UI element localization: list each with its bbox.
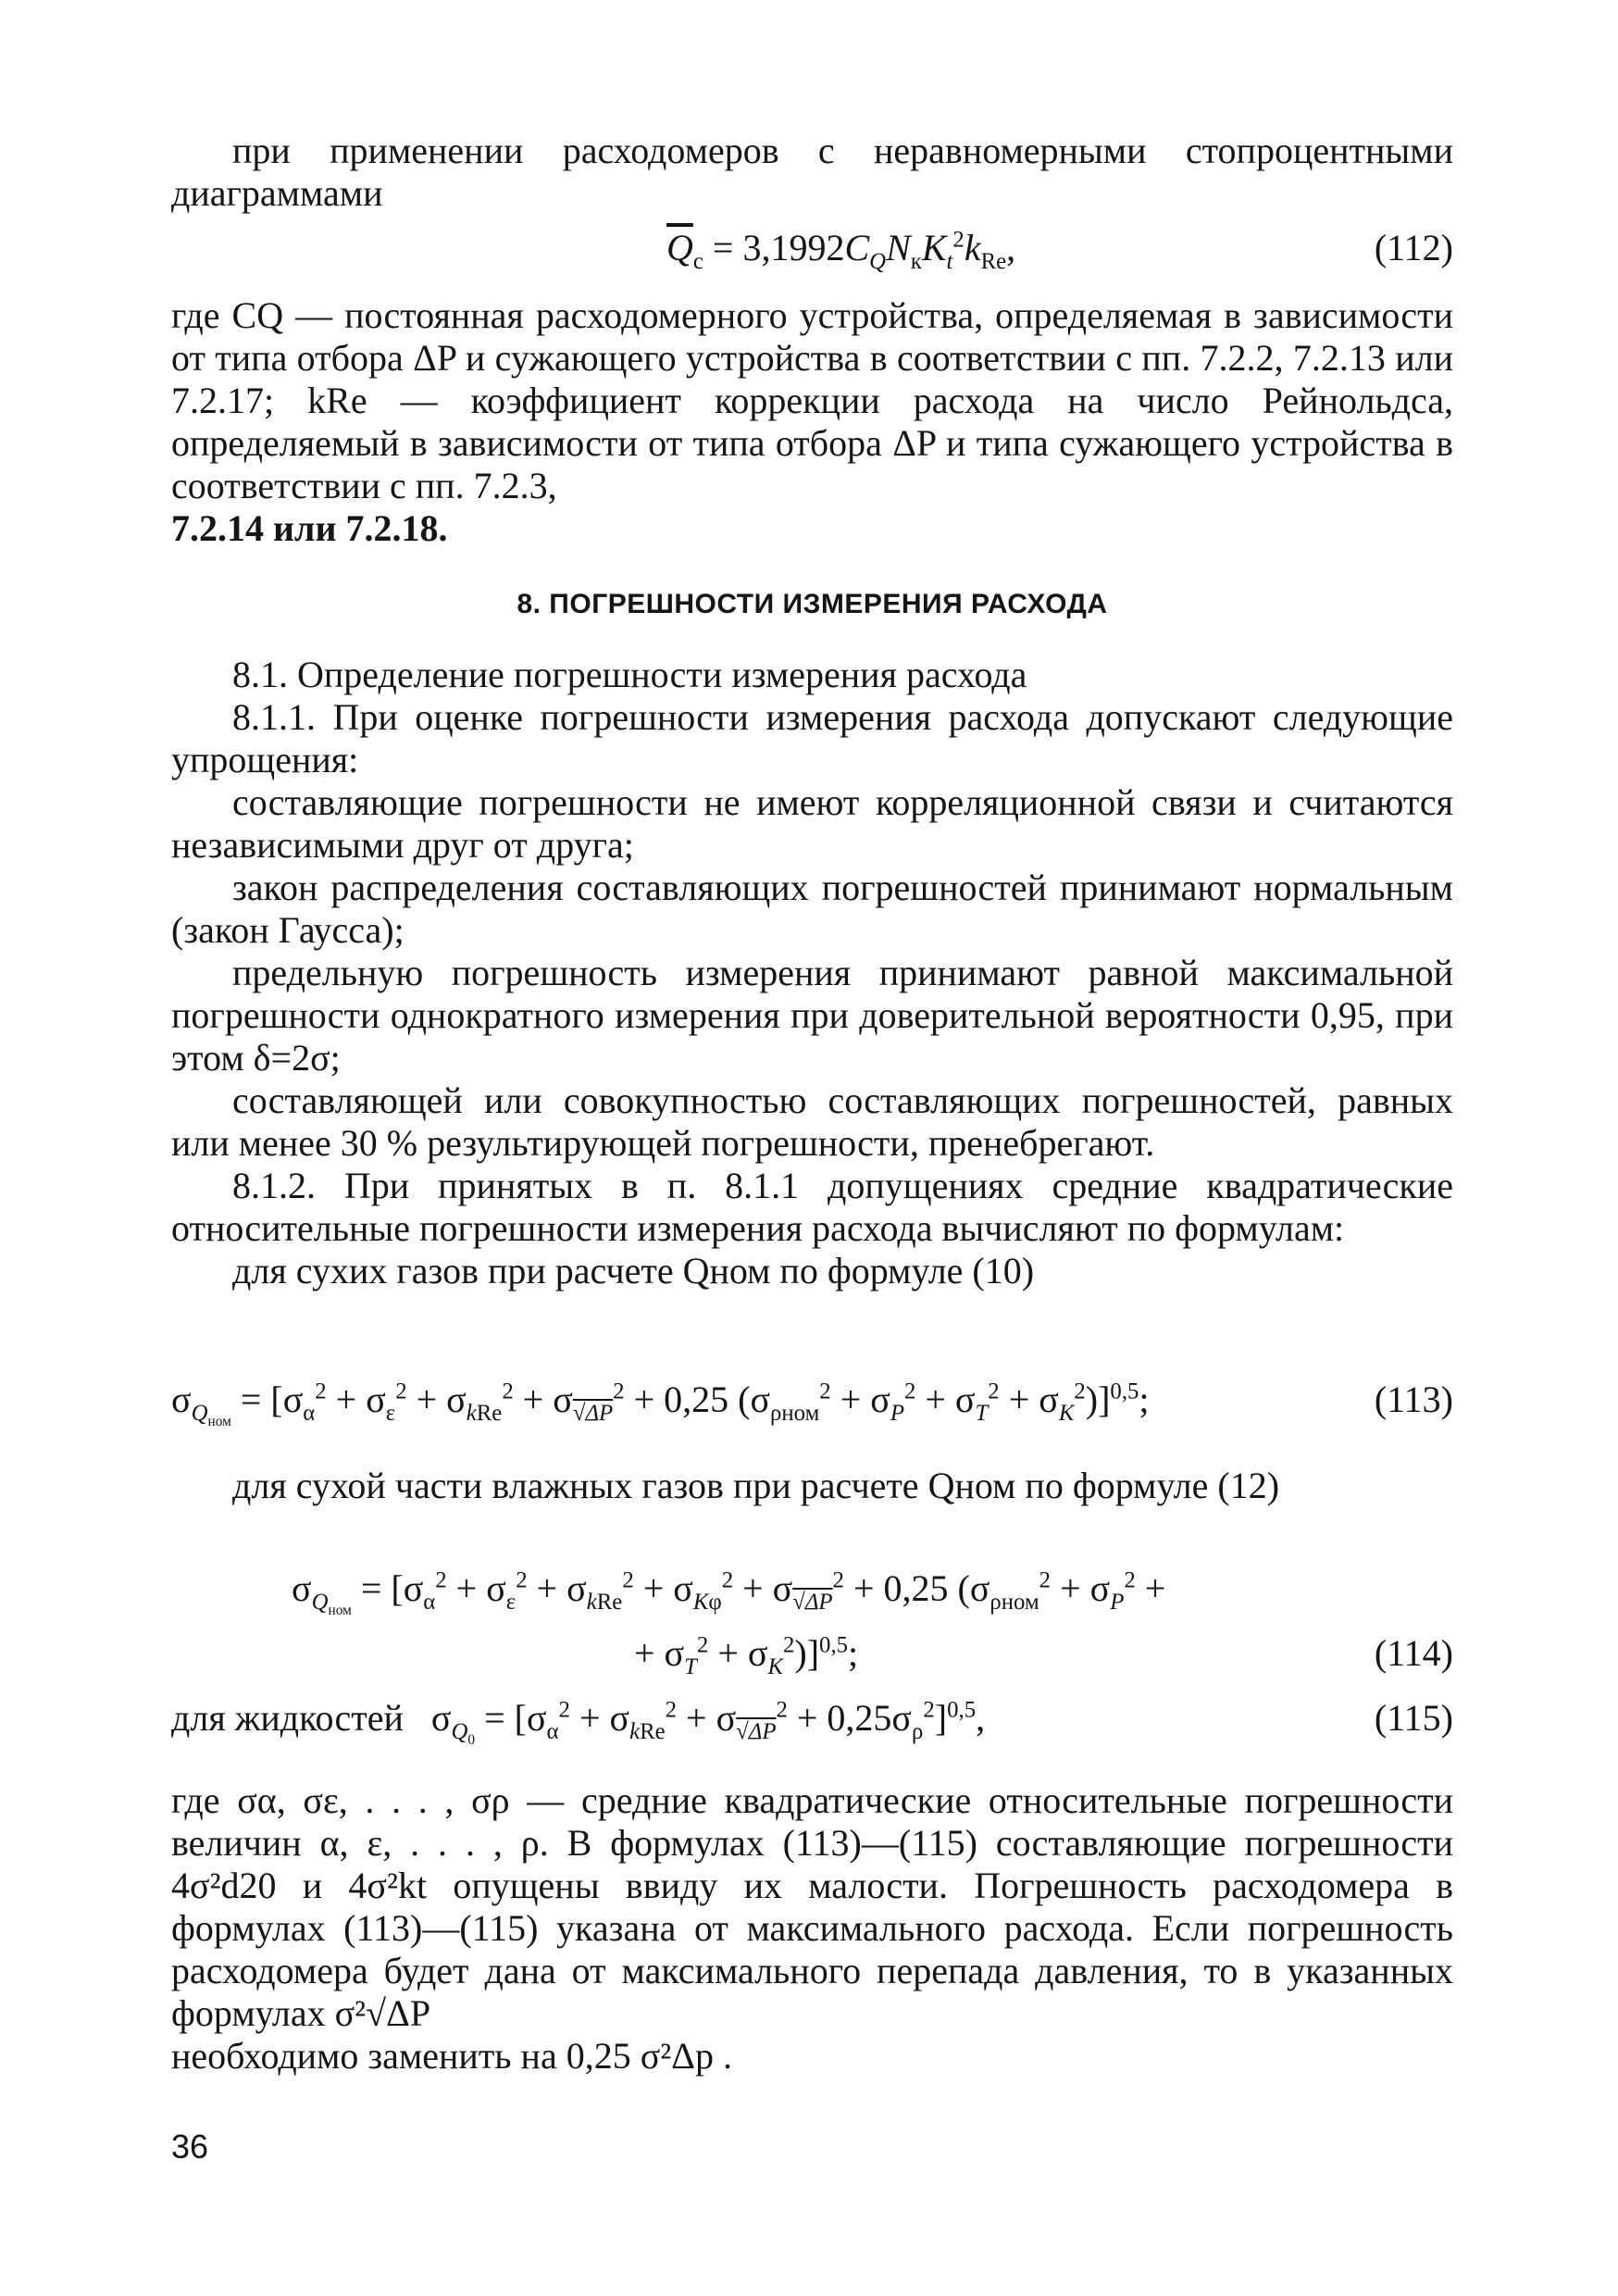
- definitions-paragraph: [171, 294, 1453, 550]
- equation-114-line1: [171, 1566, 1453, 1618]
- wet-gas-label: для сухой части влажных газов при расчете Qном по формуле (12): [232, 1465, 1280, 1506]
- intro-text: при применении расходомеров с неравномерными стопроцентными диаграммами: [171, 130, 1453, 214]
- wet-gas-paragraph: [171, 1465, 1453, 1507]
- section-heading: 8. ПОГРЕШНОСТИ ИЗМЕРЕНИЯ РАСХОДА: [517, 589, 1108, 619]
- equation-112-expression: $\overline{Q}_с = 3,1992C_QN_кK_t^2k_{Re}$,: [666, 227, 1016, 274]
- subsection-8-1: 8.1. Определение погрешности измерения расхода: [232, 654, 1027, 695]
- subsection-8-1-2: 8.1.2. При принятых в п. 8.1.1 допущениях средние квадратические относительные погрешности измерения расхода вычисляют по формулам:: [171, 1165, 1453, 1249]
- liquids-label: для жидкостей: [171, 1697, 404, 1739]
- equation-115-number: (115): [1374, 1697, 1453, 1739]
- section-body: [171, 654, 1453, 1292]
- equation-115: [171, 1696, 1453, 1748]
- definitions-text: где CQ — постоянная расходомерного устройства, определяемая в зависимости от типа отбора ΔP и сужающего устройства в соответствии с пп. 7.2.2, 7.2.13 или 7.2.17; kRe — коэффициент коррекции расхода на число Рейнольдса, определяемый в зависимости от типа отбора ΔP и типа сужающего устройства в соответствии с пп. 7.2.3,: [171, 294, 1453, 506]
- equation-114-line2: [171, 1631, 1453, 1683]
- assumption-item: закон распределения составляющих погрешностей принимают нормальным (закон Гаусса);: [171, 867, 1453, 951]
- dry-gas-label: для сухих газов при расчете Qном по формуле (10): [232, 1250, 1035, 1292]
- assumption-item: предельную погрешность измерения принимают равной максимальной погрешности однократного измерения при доверительной вероятности 0,95, при этом δ=2σ;: [171, 952, 1453, 1079]
- equation-113: [171, 1378, 1453, 1429]
- equation-113-expression: $\sigma_{Q_{ном}} = [\sigma_\alpha^2 + \sigma_\varepsilon^2 + \sigma_{kRe}^2 + \sigma_{√\Delta P}^2 + 0,25$ $(\sigma_{\rho ном}^2 + \sigma_P^2 + \sigma_T^2 + \sigma_K^2)]^{0,5}$;: [171, 1379, 1150, 1429]
- final-text: где σα, σε, . . . , σρ — средние квадратические относительные погрешности величин α, ε, . . . , ρ. В формулах (113)—(115) составляющие погрешности 4σ²d20 и 4σ²kt опущены ввиду их малости. Погрешность расходомера в формулах (113)—(115) указана от максимального расхода. Если погрешность расходомера будет дана от максимального перепада давления, то в указанных формулах σ²√ΔP: [171, 1779, 1453, 2034]
- intro-paragraph: [171, 130, 1453, 215]
- equation-113-number: (113): [1374, 1379, 1453, 1420]
- subsection-8-1-1: 8.1.1. При оценке погрешности измерения расхода допускают следующие упрощения:: [171, 696, 1453, 780]
- equation-114-expression-1: $\sigma_{Q_{ном}} = [\sigma_\alpha^2 + \sigma_\varepsilon^2 + \sigma_{kRe}^2 + \sigma_{K\varphi}^2 + \sigma_{√\Delta P}^2 + 0,25$ ($\sigma_{\rho ном}^2 + \sigma_P^2$ +: [292, 1567, 1166, 1618]
- equation-114-number: (114): [1374, 1632, 1453, 1674]
- final-paragraph: [171, 1779, 1453, 2078]
- definitions-text-tail: 7.2.14 или 7.2.18.: [171, 507, 448, 549]
- final-text-tail: необходимо заменить на 0,25 σ²Δp .: [171, 2035, 732, 2077]
- equation-112: [171, 226, 1453, 278]
- equation-112-number: (112): [1374, 227, 1453, 268]
- page-number: 36: [171, 2128, 209, 2165]
- equation-115-expression: для жидкостей $\sigma_{Q_0} = [\sigma_\alpha^2 + \sigma_{kRe}^2 + \sigma_{√\Delta P}^2 + 0,25\sigma_\rho^2]^{0,5}$,: [171, 1697, 986, 1748]
- assumption-item: составляющие погрешности не имеют корреляционной связи и считаются независимыми друг от друга;: [171, 781, 1453, 866]
- assumption-item: составляющей или совокупностью составляющих погрешностей, равных или менее 30 % результирующей погрешности, пренебрегают.: [171, 1079, 1453, 1164]
- equation-114-expression-2: + $\sigma_T^2 + \sigma_K^2)]^{0,5}$;: [634, 1632, 859, 1679]
